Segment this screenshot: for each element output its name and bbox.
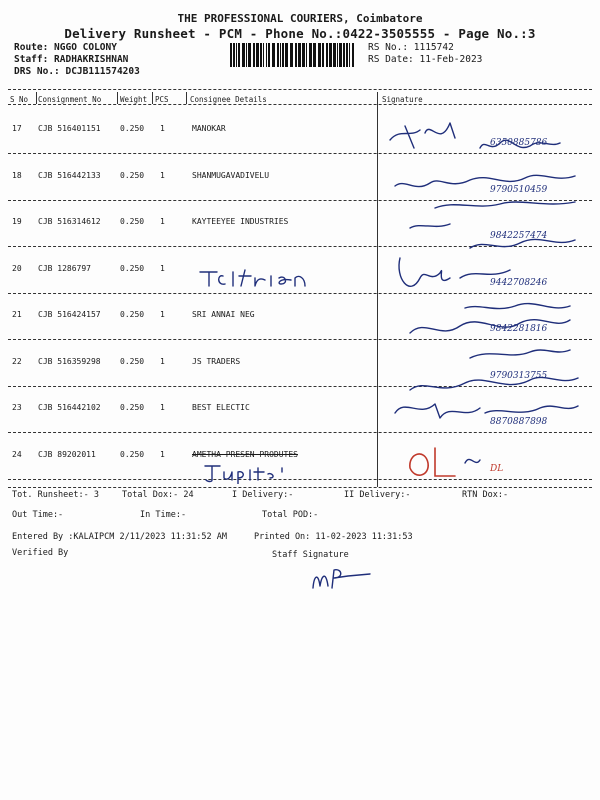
col-weight: Weight <box>120 95 148 104</box>
row-pcs: 1 <box>160 357 165 366</box>
company-name: THE PROFESSIONAL COURIERS, Coimbatore <box>177 12 423 25</box>
col-consignee: Consignee Details <box>190 95 267 104</box>
col-divider <box>186 92 187 104</box>
col-pcs: PCS <box>155 95 169 104</box>
rs-date: RS Date: 11-Feb-2023 <box>368 54 483 65</box>
row-pcs: 1 <box>160 217 165 226</box>
drs-number: DRS No.: DCJB111574203 <box>14 66 140 77</box>
row-consignment-no: CJB 516359298 <box>38 357 101 366</box>
row-consignment-no: CJB 89202011 <box>38 450 96 459</box>
row-weight: 0.250 <box>120 171 145 180</box>
row-weight: 0.250 <box>120 310 145 319</box>
runsheet-title: Delivery Runsheet - PCM - Phone No.:0422-3505555 - Page No.:3 <box>64 26 536 41</box>
ii-delivery: II Delivery:- <box>344 490 411 500</box>
route-label: Route: NGGO COLONY <box>14 42 117 53</box>
col-divider <box>152 92 153 104</box>
row-signature-text: 6350885786 <box>490 138 548 148</box>
row-weight: 0.250 <box>120 264 145 273</box>
row-consignment-no: CJB 516442102 <box>38 403 101 412</box>
row-signature-text: DL <box>490 464 504 474</box>
total-pod: Total POD:- <box>262 510 319 520</box>
row-consignee: MANOKAR <box>192 124 226 133</box>
row-pcs: 1 <box>160 264 165 273</box>
row-signature-text: 8870887898 <box>490 417 548 427</box>
out-time: Out Time:- <box>12 510 64 520</box>
signature-divider <box>377 92 378 487</box>
signature-scribbles <box>380 108 590 483</box>
col-divider <box>36 92 37 104</box>
row-sno: 23 <box>12 403 22 412</box>
handwritten-consignee-24 <box>200 460 310 484</box>
tot-runsheet: Tot. Runsheet:- 3 <box>12 490 99 500</box>
printed-on: Printed On: 11-02-2023 11:31:53 <box>254 532 413 542</box>
col-signature: Signature <box>382 95 423 104</box>
staff-label: Staff: RADHAKRISHNAN <box>14 54 129 65</box>
row-signature-text: 9842281816 <box>490 324 548 334</box>
verified-by: Verified By <box>12 548 69 558</box>
row-weight: 0.250 <box>120 450 145 459</box>
col-consignment: Consignment No <box>38 95 102 104</box>
i-delivery: I Delivery:- <box>232 490 294 500</box>
row-sno: 20 <box>12 264 22 273</box>
barcode <box>230 43 358 67</box>
header-rule-top <box>8 89 592 90</box>
row-consignee: SHANMUGAVADIVELU <box>192 171 270 180</box>
row-pcs: 1 <box>160 450 165 459</box>
row-consignment-no: CJB 516314612 <box>38 217 101 226</box>
row-weight: 0.250 <box>120 403 145 412</box>
row-consignee: BEST ELECTIC <box>192 403 250 412</box>
in-time: In Time:- <box>140 510 187 520</box>
row-consignment-no: CJB 516401151 <box>38 124 101 133</box>
row-consignment-no: CJB 516424157 <box>38 310 101 319</box>
row-weight: 0.250 <box>120 124 145 133</box>
row-pcs: 1 <box>160 310 165 319</box>
row-consignee: JS TRADERS <box>192 357 241 366</box>
staff-signature-label: Staff Signature <box>272 550 349 560</box>
row-sno: 22 <box>12 357 22 366</box>
row-pcs: 1 <box>160 124 165 133</box>
row-signature-text: 9790510459 <box>490 185 548 195</box>
rs-number: RS No.: 1115742 <box>368 42 454 53</box>
row-pcs: 1 <box>160 171 165 180</box>
handwritten-consignee-20 <box>195 262 315 290</box>
row-sno: 17 <box>12 124 22 133</box>
header-rule-bottom <box>8 104 592 105</box>
row-signature-text: 9842257474 <box>490 231 548 241</box>
row-signature-text: 9790313755 <box>490 371 548 381</box>
row-consignee: KAYTEEYEE INDUSTRIES <box>192 217 289 226</box>
row-weight: 0.250 <box>120 357 145 366</box>
row-consignment-no: CJB 516442133 <box>38 171 101 180</box>
row-consignee: AMETHA PRESEN PRODUTES <box>192 450 298 459</box>
row-consignment-no: CJB 1286797 <box>38 264 91 273</box>
rtn-dox: RTN Dox:- <box>462 490 509 500</box>
col-divider <box>117 92 118 104</box>
row-sno: 24 <box>12 450 22 459</box>
footer-rule <box>8 487 592 488</box>
col-sno: S No <box>10 95 29 104</box>
row-sno: 18 <box>12 171 22 180</box>
row-pcs: 1 <box>160 403 165 412</box>
row-sno: 21 <box>12 310 22 319</box>
entered-by: Entered By :KALAIPCM 2/11/2023 11:31:52 AM <box>12 532 227 542</box>
row-sno: 19 <box>12 217 22 226</box>
row-weight: 0.250 <box>120 217 145 226</box>
staff-signature-scribble <box>308 562 378 592</box>
row-signature-text: 9442708246 <box>490 278 548 288</box>
row-consignee: SRI ANNAI NEG <box>192 310 255 319</box>
total-dox: Total Dox:- 24 <box>122 490 194 500</box>
